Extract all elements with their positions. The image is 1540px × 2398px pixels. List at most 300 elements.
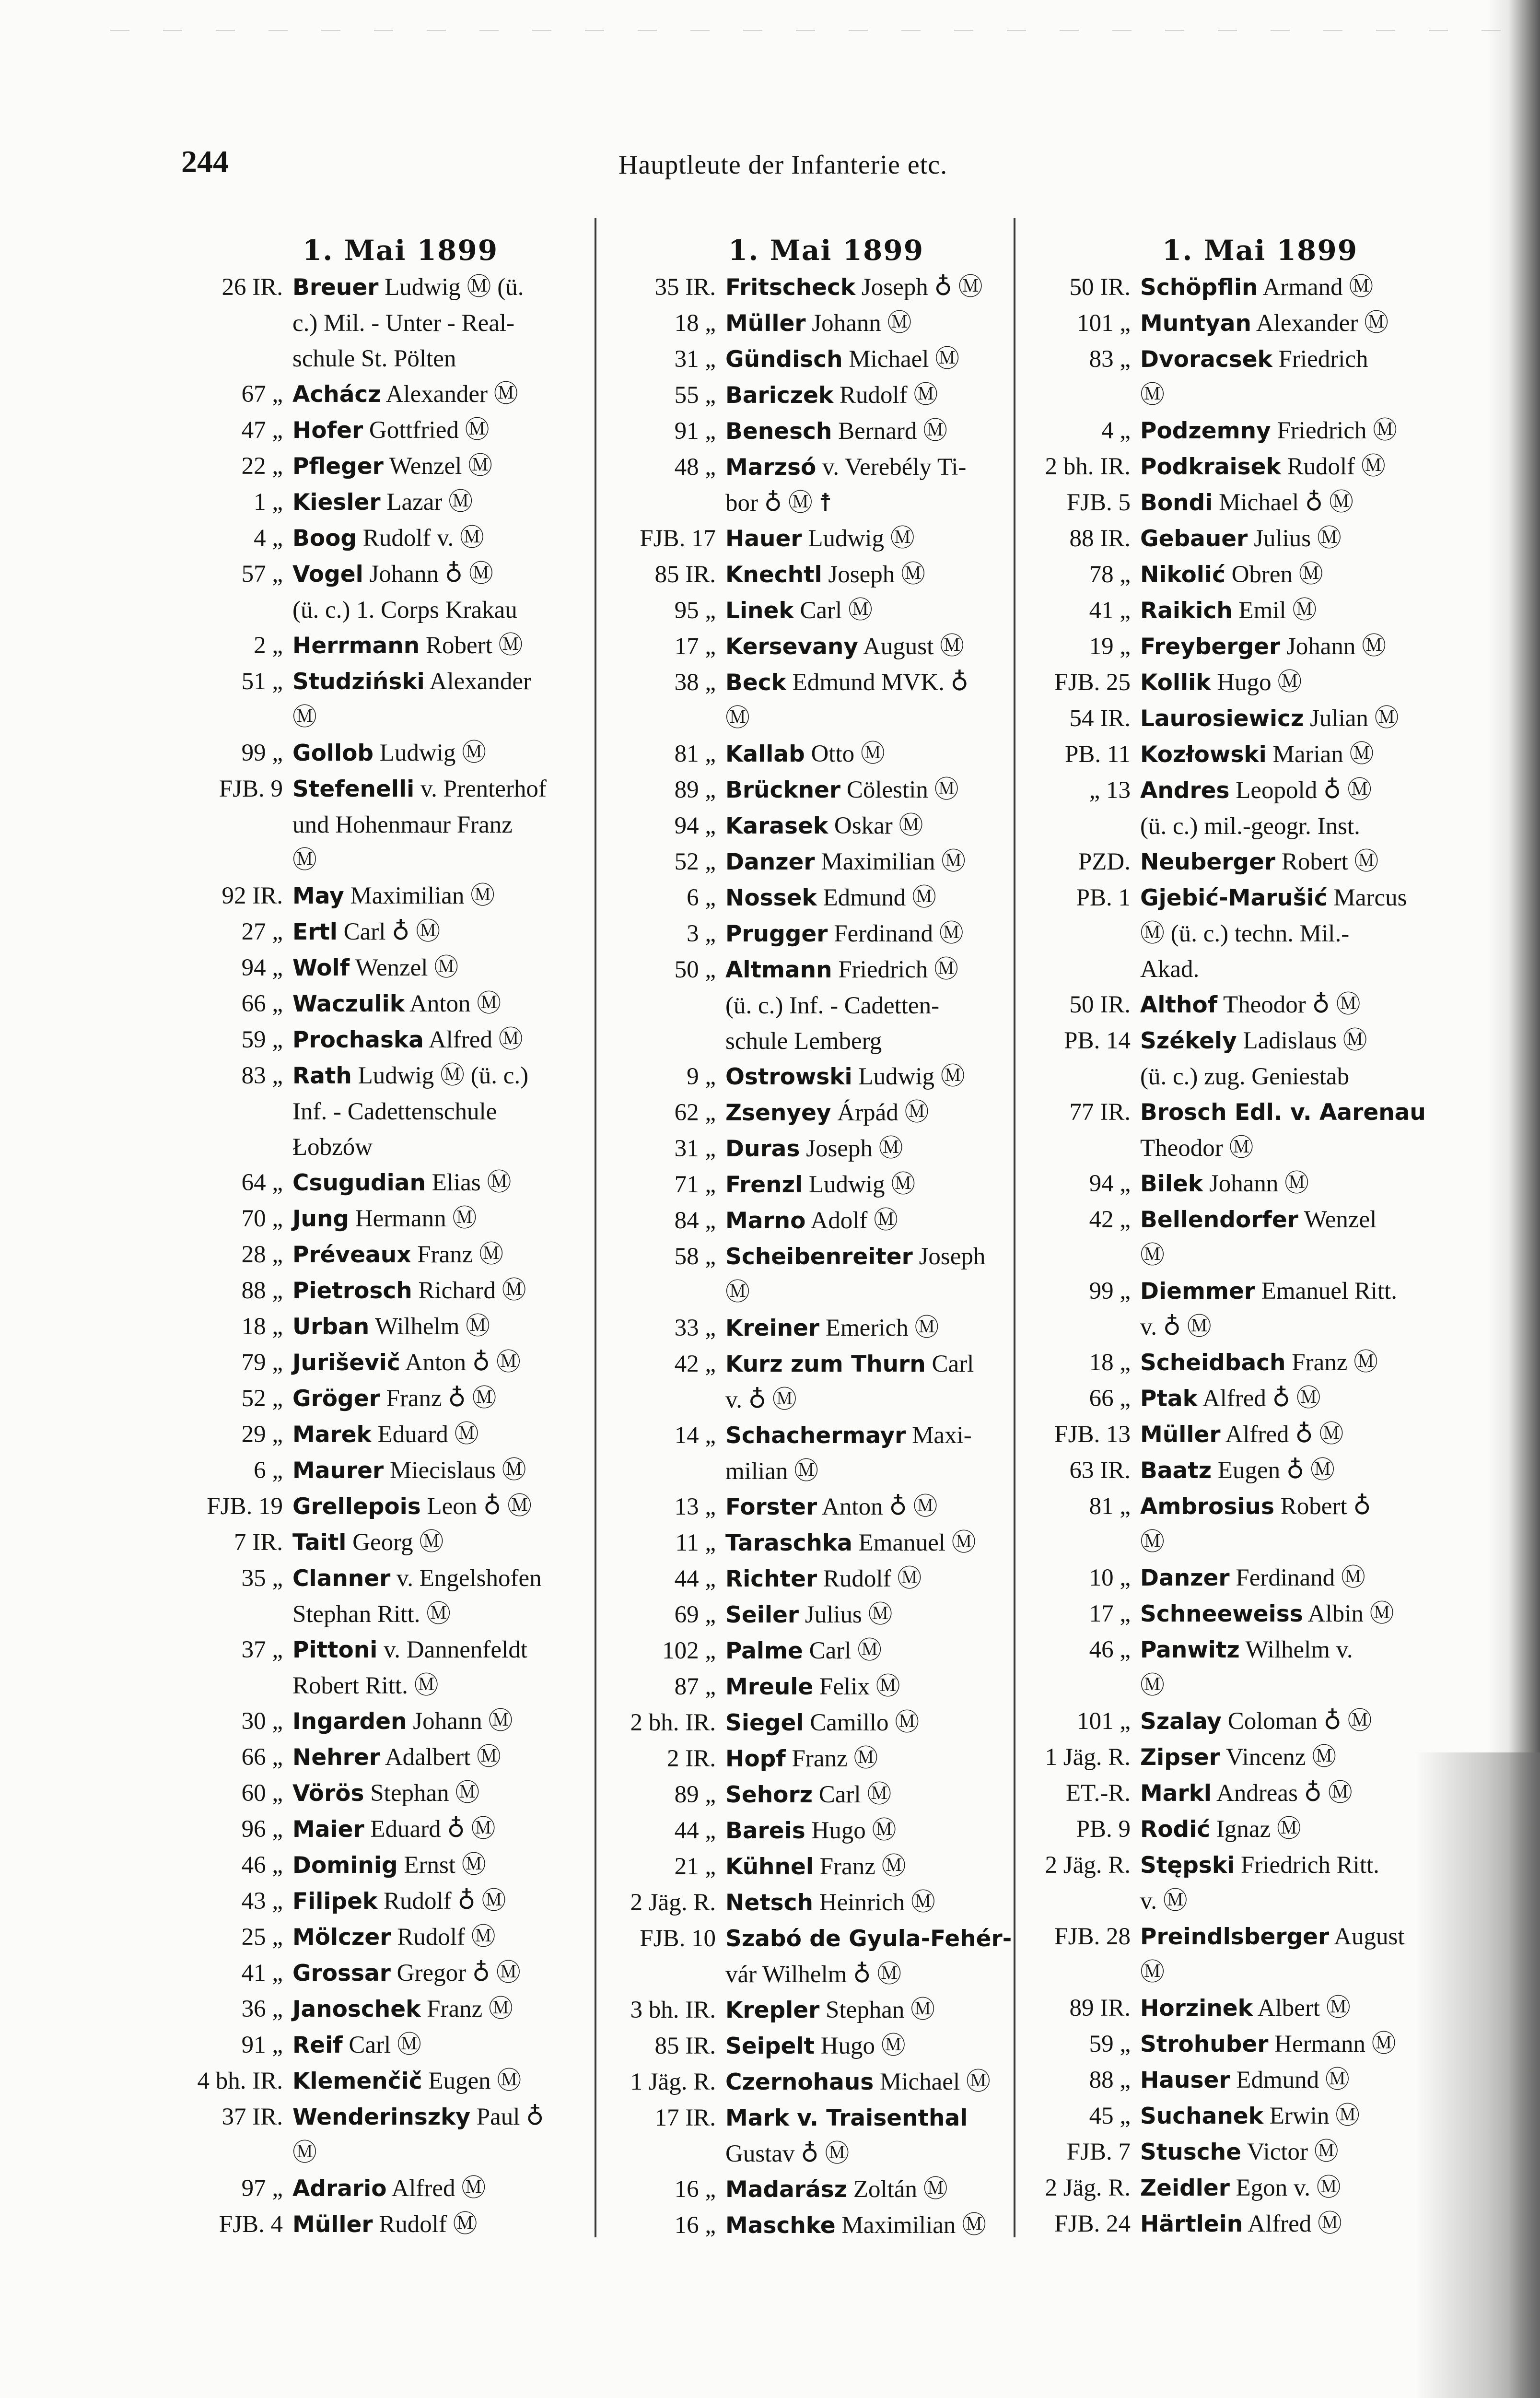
officer-details: Stephan Ⓜ: [819, 1997, 935, 2023]
officer-entry: [608, 1741, 1015, 1777]
officer-entry: [1020, 1489, 1461, 1560]
officer-entry: [170, 2063, 592, 2099]
entry-text: [283, 1165, 592, 1201]
entry-text: [716, 1310, 1015, 1346]
unit-designation: 16 „: [674, 2212, 716, 2239]
officer-surname: Nossek: [725, 885, 817, 911]
officer-details: Maximilian Ⓜ: [815, 848, 966, 875]
officer-entry: [170, 1847, 592, 1883]
officer-entry: [1020, 413, 1461, 449]
unit-designation: 36 „: [241, 1996, 283, 2022]
officer-details: Maxi- milian Ⓜ: [725, 1422, 972, 1485]
entry-text: [1131, 1417, 1461, 1453]
unit-designation: 81 „: [674, 741, 716, 767]
entry-text: [283, 1381, 592, 1417]
entry-text: [716, 952, 1015, 1059]
entry-text: [716, 1669, 1015, 1705]
entry-text: [716, 844, 1015, 880]
officer-entry: [608, 1669, 1015, 1705]
officer-details: Rudolf Ⓜ: [817, 1565, 922, 1592]
unit-designation: 2 bh. IR.: [1045, 453, 1131, 480]
officer-details: Armand Ⓜ: [1258, 274, 1374, 301]
running-title: Hauptleute der Infanterie etc.: [618, 150, 948, 180]
officer-surname: Klemenčič: [292, 2068, 422, 2094]
officer-entry: [170, 2207, 592, 2243]
page-number: 244: [181, 144, 229, 179]
column-1: [170, 234, 592, 2243]
officer-details: v. Prenterhof und Hohenmaur Franz Ⓜ: [292, 776, 547, 874]
officer-surname: Vogel: [292, 561, 363, 588]
officer-surname: Horzinek: [1140, 1995, 1253, 2022]
officer-surname: Bellendorfer: [1140, 1207, 1298, 1233]
unit-designation: 57 „: [241, 561, 283, 588]
entry-text: [716, 306, 1015, 341]
entry-text: [716, 1597, 1015, 1633]
officer-details: Franz Ⓜ: [411, 1241, 504, 1268]
officer-surname: Kersevany: [725, 634, 858, 660]
officer-details: Zoltán Ⓜ: [847, 2176, 948, 2203]
entry-text: [283, 1309, 592, 1345]
unit-designation: 31 „: [674, 346, 716, 373]
entry-text: [283, 878, 592, 914]
officer-surname: Szalay: [1140, 1708, 1222, 1735]
officer-surname: Stefenelli: [292, 776, 415, 802]
entry-text: [716, 1346, 1015, 1418]
officer-entry: [170, 520, 592, 556]
officer-surname: Karasek: [725, 813, 828, 839]
unit-designation: 67 „: [241, 381, 283, 408]
officer-surname: Kühnel: [725, 1854, 814, 1880]
unit-designation: 2 bh. IR.: [630, 1709, 716, 1736]
officer-details: Maximilian Ⓜ: [344, 882, 495, 909]
officer-entry: [1020, 2026, 1461, 2062]
entry-text: [283, 628, 592, 664]
officer-entry: [608, 306, 1015, 341]
officer-details: Joseph Ⓜ: [800, 1135, 903, 1162]
entry-text: [1131, 1704, 1461, 1740]
officer-details: Camillo Ⓜ: [804, 1709, 920, 1736]
officer-details: Paul ♁ Ⓜ: [292, 2104, 544, 2166]
entry-text: [283, 556, 592, 628]
officer-details: Robert Ⓜ: [1275, 848, 1379, 875]
officer-entry: [608, 1131, 1015, 1167]
officer-details: Robert ♁ Ⓜ: [1140, 1493, 1371, 1556]
officer-surname: Hofer: [292, 417, 363, 444]
entry-text: [283, 771, 592, 878]
officer-surname: Müller: [1140, 1422, 1221, 1448]
unit-designation: 96 „: [241, 1816, 283, 1843]
officer-details: August Ⓜ: [858, 633, 964, 660]
officer-details: Carl Ⓜ: [342, 2032, 421, 2058]
officer-surname: Mölczer: [292, 1924, 391, 1951]
unit-designation: 1 Jäg. R.: [1045, 1744, 1131, 1771]
officer-surname: Muntyan: [1140, 310, 1251, 337]
unit-designation: 3 „: [687, 920, 716, 947]
officer-entry: [1020, 521, 1461, 557]
officer-entry: [1020, 306, 1461, 341]
officer-entry: [1020, 485, 1461, 521]
officer-surname: Bondi: [1140, 490, 1213, 516]
officer-details: v. Dannenfeldt Robert Ritt. Ⓜ: [292, 1636, 527, 1699]
officer-details: Alfred ♁ Ⓜ: [1197, 1385, 1321, 1412]
entry-text: [1131, 2206, 1461, 2242]
officer-entry: [1020, 449, 1461, 485]
officer-entry: [608, 772, 1015, 808]
unit-designation: FJB. 24: [1054, 2210, 1131, 2237]
entry-text: [283, 1417, 592, 1453]
entry-text: [283, 1955, 592, 1991]
unit-designation: 89 IR.: [1069, 1995, 1131, 2022]
officer-entry: [170, 878, 592, 914]
officer-entry: [608, 377, 1015, 413]
officer-surname: Janoschek: [292, 1996, 421, 2022]
officer-entry: [170, 950, 592, 986]
officer-details: August Ⓜ: [1140, 1923, 1405, 1986]
officer-details: Marian Ⓜ: [1266, 741, 1374, 768]
unit-designation: 41 „: [1089, 597, 1131, 624]
officer-entry: [608, 413, 1015, 449]
unit-designation: 4 bh. IR.: [197, 2068, 283, 2094]
officer-surname: Schneeweiss: [1140, 1601, 1303, 1627]
unit-designation: 88 IR.: [1069, 525, 1131, 552]
entry-text: [1131, 557, 1461, 593]
officer-surname: Härtlein: [1140, 2211, 1243, 2237]
unit-designation: 17 „: [674, 633, 716, 660]
officer-entry: [608, 1203, 1015, 1239]
officer-details: Edmund Ⓜ: [1230, 2067, 1350, 2093]
officer-entry: [1020, 773, 1461, 844]
officer-surname: Czernohaus: [725, 2069, 874, 2095]
entry-text: [716, 1203, 1015, 1239]
officer-surname: Laurosiewicz: [1140, 705, 1304, 732]
officer-details: Michael ♁ Ⓜ: [1213, 489, 1354, 516]
entry-text: [283, 1775, 592, 1811]
officer-entry: [170, 1417, 592, 1453]
entry-text: [716, 1489, 1015, 1525]
officer-surname: Kollik: [1140, 670, 1211, 696]
unit-designation: 41 „: [241, 1960, 283, 1987]
officer-surname: Brosch Edl. v. Aarenau: [1140, 1099, 1426, 1126]
entry-text: [283, 1237, 592, 1273]
entry-text: [283, 376, 592, 412]
entry-text: [283, 2171, 592, 2207]
unit-designation: 2 Jäg. R.: [630, 1889, 716, 1916]
officer-entry: [170, 1919, 592, 1955]
unit-designation: 88 „: [241, 1277, 283, 1304]
officer-entry: [608, 1095, 1015, 1131]
officer-surname: Fritscheck: [725, 274, 856, 301]
officer-surname: Podkraisek: [1140, 454, 1281, 480]
officer-surname: Zeidler: [1140, 2175, 1230, 2201]
unit-designation: FJB. 13: [1054, 1421, 1131, 1448]
column-heading: 1. Mai 1899: [1162, 234, 1358, 267]
entry-text: [716, 1705, 1015, 1741]
officer-entry: [608, 1239, 1015, 1310]
officer-details: Adalbert Ⓜ: [380, 1744, 502, 1771]
officer-details: Michael Ⓜ: [874, 2069, 991, 2095]
officer-surname: Zipser: [1140, 1744, 1220, 1771]
officer-details: Vincenz Ⓜ: [1220, 1744, 1337, 1771]
officer-details: Eduard Ⓜ: [371, 1421, 479, 1448]
entry-text: [1131, 1811, 1461, 1847]
entry-text: [716, 1167, 1015, 1203]
officer-details: Rudolf v. Ⓜ: [357, 525, 484, 552]
unit-designation: 97 „: [241, 2175, 283, 2202]
officer-entry: [608, 844, 1015, 880]
unit-designation: 1 „: [254, 489, 283, 516]
officer-details: Wenzel Ⓜ: [1140, 1206, 1377, 1269]
officer-entry: [1020, 737, 1461, 773]
entry-text: [716, 557, 1015, 593]
officer-entry: [170, 556, 592, 628]
entry-text: [283, 1740, 592, 1775]
officer-surname: Schöpflin: [1140, 274, 1258, 301]
officer-surname: Altmann: [725, 957, 832, 983]
unit-designation: 50 „: [674, 956, 716, 983]
officer-details: Heinrich Ⓜ: [813, 1889, 935, 1916]
entry-text: [283, 2027, 592, 2063]
officer-surname: Préveaux: [292, 1242, 411, 1268]
entry-text: [1131, 665, 1461, 701]
officer-surname: Grellepois: [292, 1493, 421, 1520]
officer-details: Ludwig Ⓜ (ü. c.) Mil. - Unter - Real- schule St. Pölten: [292, 274, 524, 372]
unit-designation: FJB. 25: [1054, 669, 1131, 696]
officer-details: Gregor ♁ Ⓜ: [390, 1960, 521, 1987]
unit-designation: 66 „: [1089, 1385, 1131, 1412]
officer-surname: Preindlsberger: [1140, 1924, 1330, 1950]
unit-designation: 50 IR.: [1069, 991, 1131, 1018]
officer-entry: [1020, 1596, 1461, 1632]
unit-designation: 10 „: [1089, 1564, 1131, 1591]
column-heading: 1. Mai 1899: [302, 234, 499, 267]
officer-entry: [608, 2064, 1015, 2100]
officer-entry: [170, 270, 592, 376]
unit-designation: 14 „: [674, 1422, 716, 1449]
officer-entry: [1020, 1632, 1461, 1704]
entry-text: [283, 1632, 592, 1704]
officer-entry: [608, 916, 1015, 952]
officer-surname: Gollob: [292, 740, 374, 766]
unit-designation: 37 IR.: [222, 2104, 283, 2130]
officer-details: Cölestin Ⓜ: [840, 776, 959, 803]
entry-text: [283, 664, 592, 735]
entry-text: [716, 1885, 1015, 1921]
officer-surname: Stusche: [1140, 2139, 1241, 2165]
officer-entry: [608, 2100, 1015, 2172]
entry-text: [283, 950, 592, 986]
officer-details: Alexander Ⓜ: [381, 381, 518, 408]
officer-entry: [170, 2171, 592, 2207]
officer-surname: Ertl: [292, 919, 338, 945]
officer-details: Alexander Ⓜ: [1251, 310, 1389, 337]
officer-surname: Maurer: [292, 1458, 384, 1484]
officer-details: Elias Ⓜ: [425, 1169, 512, 1196]
entry-text: [283, 412, 592, 448]
officer-details: Richard Ⓜ: [412, 1277, 526, 1304]
officer-details: Felix Ⓜ: [813, 1673, 900, 1700]
unit-designation: 35 IR.: [654, 274, 716, 301]
officer-entry: [608, 665, 1015, 736]
unit-designation: FJB. 28: [1054, 1923, 1131, 1950]
officer-surname: Scheidbach: [1140, 1350, 1286, 1376]
officer-details: Rudolf ♁ Ⓜ: [377, 1888, 506, 1915]
unit-designation: 2 Jäg. R.: [1045, 1852, 1131, 1879]
unit-designation: 79 „: [241, 1349, 283, 1376]
officer-surname: Markl: [1140, 1780, 1212, 1807]
officer-entry: [170, 484, 592, 520]
unit-designation: 4 „: [1101, 417, 1131, 444]
officer-entry: [608, 1813, 1015, 1849]
unit-designation: FJB. 9: [219, 776, 283, 802]
officer-details: Albin Ⓜ: [1303, 1600, 1394, 1627]
entry-text: [1131, 1094, 1461, 1166]
officer-entry: [1020, 1453, 1461, 1489]
unit-designation: FJB. 19: [207, 1493, 283, 1520]
officer-entry: [608, 270, 1015, 306]
officer-surname: Clanner: [292, 1565, 391, 1592]
unit-designation: 94 „: [1089, 1170, 1131, 1197]
officer-entry: [608, 341, 1015, 377]
unit-designation: 29 „: [241, 1421, 283, 1448]
unit-designation: 25 „: [241, 1924, 283, 1951]
unit-designation: 91 „: [674, 418, 716, 445]
officer-entry: [1020, 1847, 1461, 1919]
officer-surname: Frenzl: [725, 1172, 803, 1198]
unit-designation: 94 „: [241, 954, 283, 981]
officer-details: Egon v. Ⓜ: [1229, 2175, 1341, 2201]
officer-surname: Netsch: [725, 1890, 813, 1916]
entry-text: [283, 1022, 592, 1058]
unit-designation: 54 IR.: [1069, 705, 1131, 732]
entry-text: [283, 1058, 592, 1165]
officer-details: Eugen Ⓜ: [422, 2068, 522, 2094]
unit-designation: 28 „: [241, 1241, 283, 1268]
unit-designation: 59 „: [1089, 2031, 1131, 2057]
officer-surname: Gündisch: [725, 346, 843, 373]
officer-surname: Kozłowski: [1140, 741, 1267, 768]
officer-details: Wenzel Ⓜ: [350, 954, 459, 981]
officer-entry: [1020, 1094, 1461, 1166]
officer-surname: Wenderinszky: [292, 2104, 470, 2130]
officer-details: Johann Ⓜ: [1280, 633, 1387, 660]
entry-text: [283, 448, 592, 484]
officer-surname: Panwitz: [1140, 1637, 1240, 1663]
officer-surname: Prochaska: [292, 1027, 424, 1053]
officer-details: Ignaz Ⓜ: [1210, 1816, 1301, 1843]
entry-text: [716, 880, 1015, 916]
officer-details: Miecislaus Ⓜ: [384, 1457, 526, 1484]
officer-entry: [608, 449, 1015, 521]
officer-details: Erwin Ⓜ: [1263, 2103, 1360, 2129]
entry-text: [716, 2208, 1015, 2244]
officer-entry: [170, 1883, 592, 1919]
officer-surname: Székely: [1140, 1028, 1237, 1054]
officer-entry: [1020, 1740, 1461, 1775]
officer-entry: [170, 628, 592, 664]
unit-designation: 22 „: [241, 453, 283, 480]
unit-designation: 6 „: [254, 1457, 283, 1484]
entry-text: [1131, 2098, 1461, 2134]
unit-designation: 19 „: [1089, 633, 1131, 660]
unit-designation: 2 „: [254, 632, 283, 659]
officer-surname: Rodić: [1140, 1816, 1211, 1843]
officer-details: Friedrich Ⓜ: [1140, 346, 1368, 409]
officer-surname: Marno: [725, 1208, 806, 1234]
unit-designation: 13 „: [674, 1493, 716, 1520]
officer-details: Andreas ♁ Ⓜ: [1212, 1780, 1353, 1807]
officer-details: Johann Ⓜ: [1203, 1170, 1309, 1197]
officer-surname: Podzemny: [1140, 418, 1271, 444]
officer-surname: Kiesler: [292, 489, 381, 516]
officer-entry: [170, 1058, 592, 1165]
officer-entry: [170, 1991, 592, 2027]
entry-text: [1131, 737, 1461, 773]
entry-text: [1131, 1990, 1461, 2026]
unit-designation: 44 „: [674, 1565, 716, 1592]
unit-designation: 89 „: [674, 1781, 716, 1808]
unit-designation: 50 IR.: [1069, 274, 1131, 301]
unit-designation: 1 Jäg. R.: [630, 2069, 716, 2095]
officer-surname: Pfleger: [292, 453, 384, 480]
officer-entry: [170, 1022, 592, 1058]
officer-details: Friedrich Ritt. v. Ⓜ: [1140, 1852, 1379, 1915]
unit-designation: 85 IR.: [654, 561, 716, 588]
entry-text: [1131, 2062, 1461, 2098]
unit-designation: 71 „: [674, 1171, 716, 1198]
column-3: [1020, 234, 1461, 2242]
entry-text: [283, 1525, 592, 1561]
officer-details: Alfred Ⓜ: [386, 2175, 486, 2202]
unit-designation: 92 IR.: [222, 882, 283, 909]
officer-surname: Ingarden: [292, 1708, 407, 1735]
entry-text: [283, 1273, 592, 1309]
officer-surname: Siegel: [725, 1710, 804, 1736]
officer-details: Wilhelm v. Ⓜ: [1140, 1636, 1353, 1699]
officer-surname: Raikich: [1140, 598, 1233, 624]
officer-surname: Kallab: [725, 741, 805, 767]
officer-entry: [1020, 1919, 1461, 1990]
entry-text: [1131, 1166, 1461, 1202]
unit-designation: 3 bh. IR.: [630, 1997, 716, 2023]
unit-designation: PB. 9: [1076, 1816, 1131, 1843]
entry-text: [1131, 1775, 1461, 1811]
officer-surname: Danzer: [1140, 1565, 1230, 1591]
officer-surname: Müller: [725, 310, 806, 337]
officer-surname: Suchanek: [1140, 2103, 1263, 2129]
officer-surname: Strohuber: [1140, 2031, 1269, 2057]
officer-details: Maximilian Ⓜ: [835, 2212, 987, 2239]
officer-details: Anton ♁ Ⓜ: [400, 1349, 521, 1376]
unit-designation: 17 IR.: [654, 2104, 716, 2131]
entry-text: [1131, 1381, 1461, 1417]
officer-entry: [608, 736, 1015, 772]
officer-details: Carl Ⓜ: [803, 1637, 882, 1664]
entry-text: [1131, 449, 1461, 485]
officer-details: Ludwig Ⓜ: [803, 1171, 916, 1198]
entry-text: [1131, 701, 1461, 737]
unit-designation: 4 „: [254, 525, 283, 552]
entry-text: [283, 1991, 592, 2027]
officer-entry: [608, 2028, 1015, 2064]
unit-designation: FJB. 7: [1066, 2139, 1131, 2165]
unit-designation: 6 „: [687, 884, 716, 911]
officer-surname: Stępski: [1140, 1852, 1235, 1879]
officer-entry: [170, 1704, 592, 1740]
unit-designation: 30 „: [241, 1708, 283, 1735]
officer-surname: Duras: [725, 1136, 800, 1162]
unit-designation: 18 „: [674, 310, 716, 337]
entry-text: [283, 1811, 592, 1847]
